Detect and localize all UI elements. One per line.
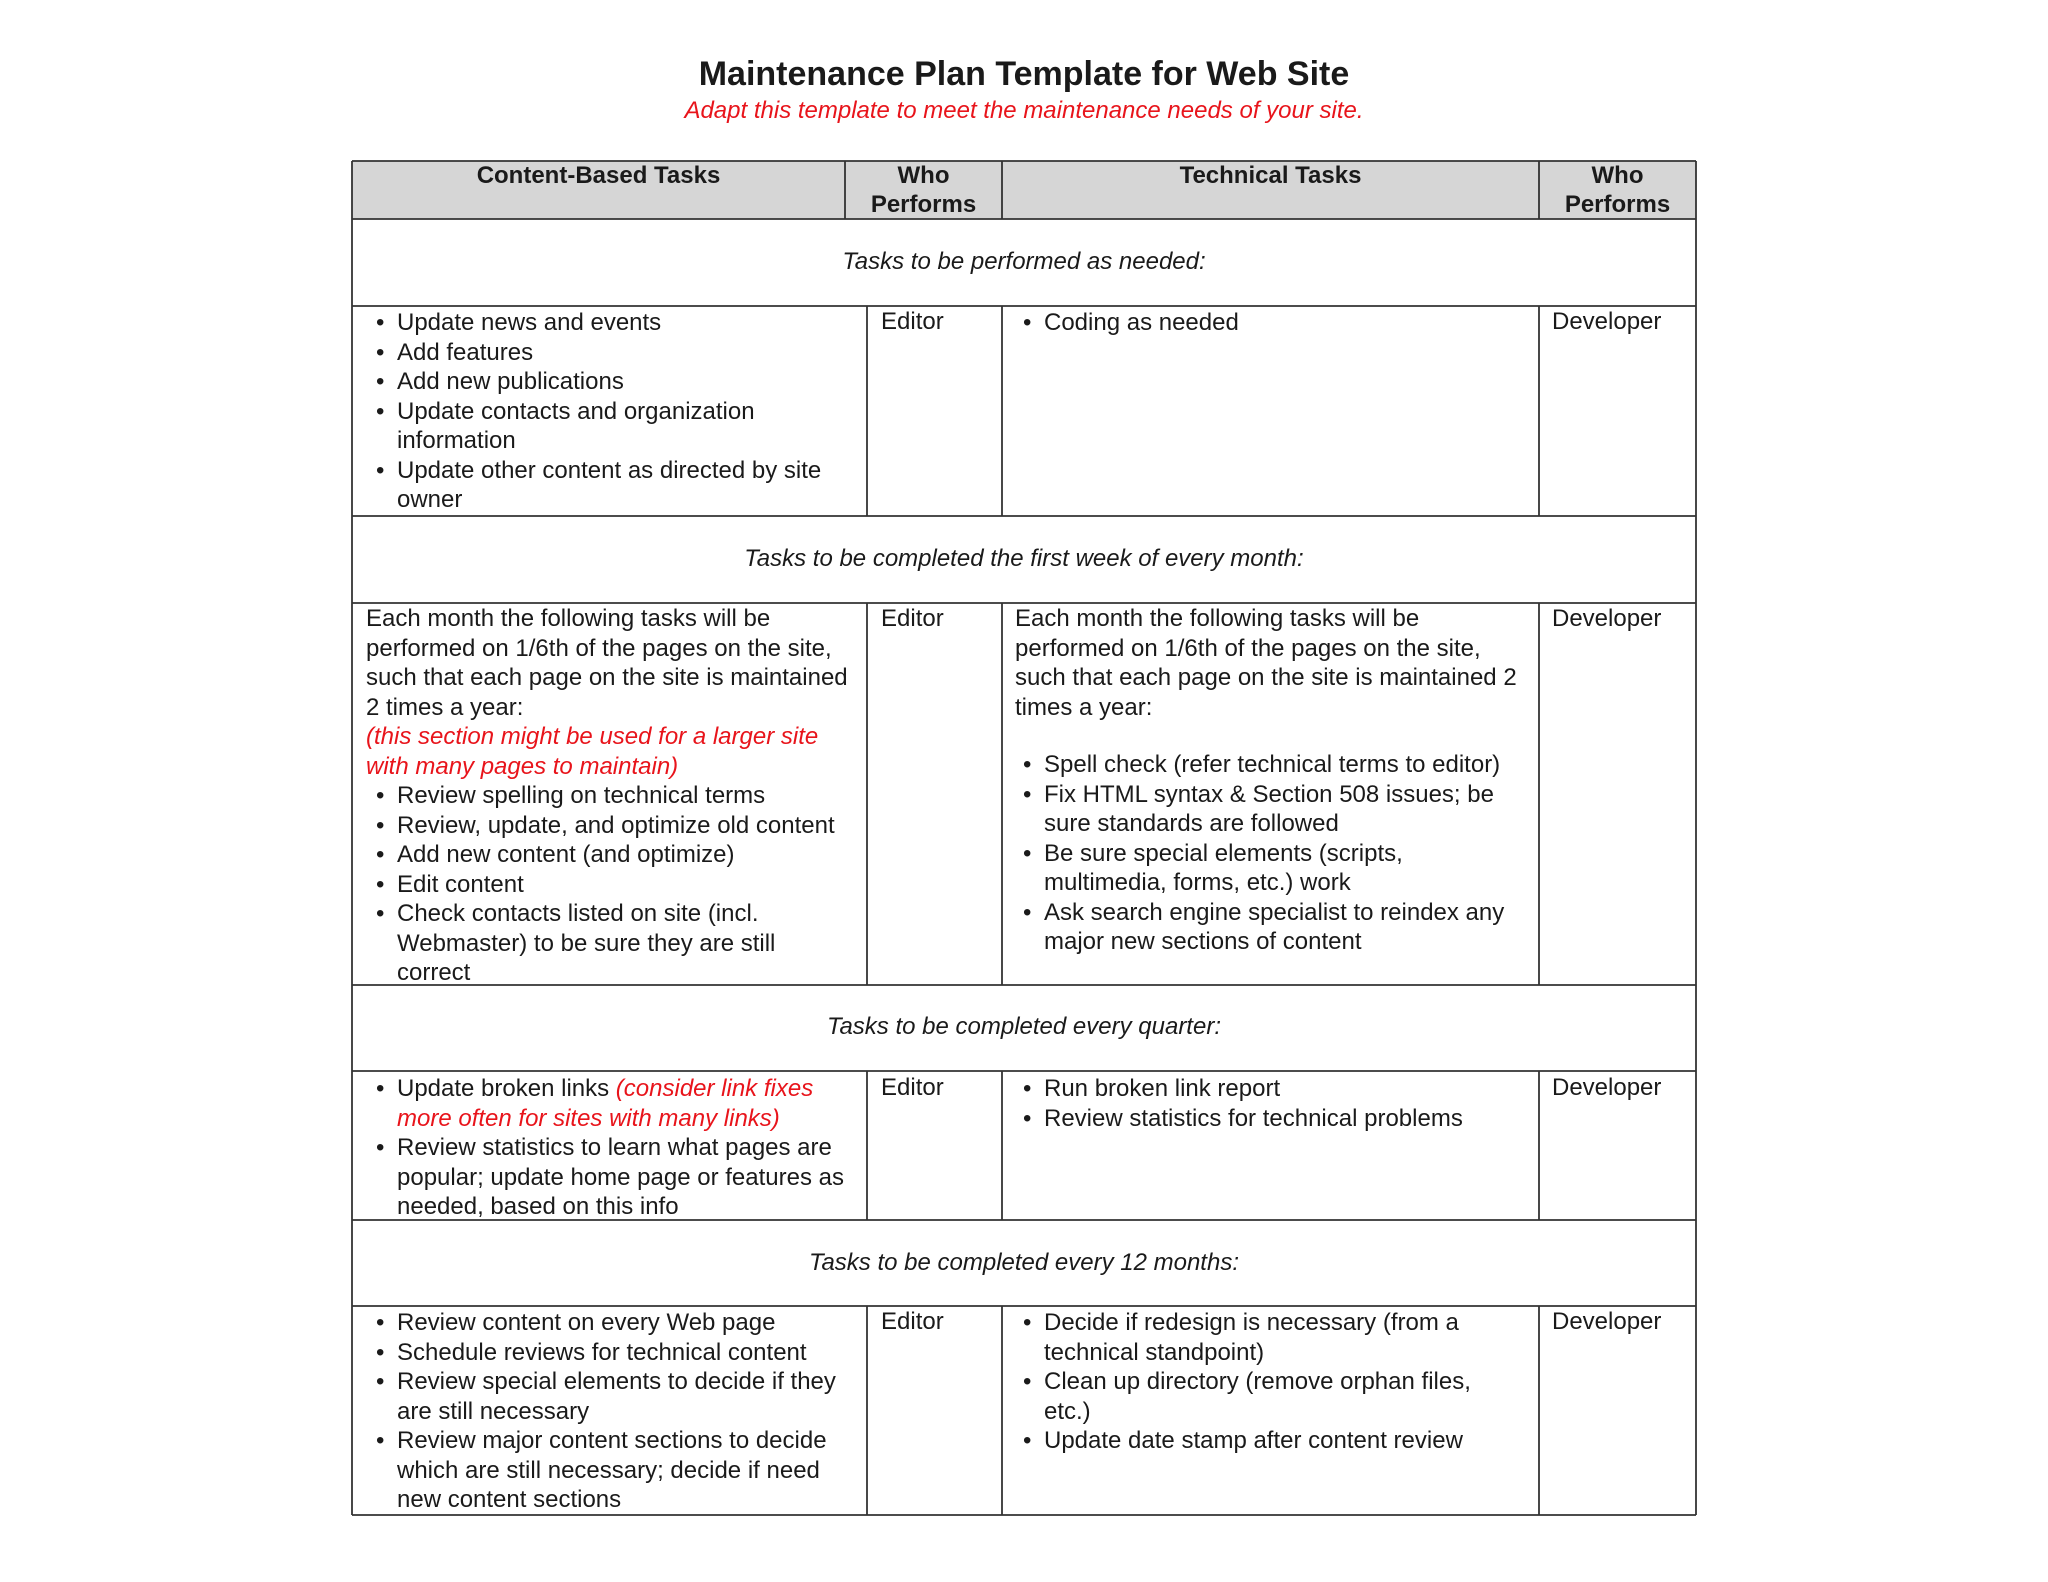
technical-task-list <box>1013 750 1535 957</box>
content-task-list <box>366 1074 864 1222</box>
header-content-tasks <box>352 161 845 190</box>
content-note-text: (this section might be used for a larger site with many pages to maintain) <box>366 723 819 780</box>
list-item: • Review statistics to learn what pages are popular; update home page or features as needed, based on this info <box>366 1133 864 1222</box>
section-heading-quarterly: Tasks to be completed every quarter: <box>827 1013 1221 1040</box>
technical-tasks-cell <box>1015 604 1535 957</box>
content-intro-text: Each month the following tasks will be performed on 1/6th of the pages on the site, such that each page on the site is maintained 2 times a year: <box>366 605 848 721</box>
list-item: • Review special elements to decide if they are still necessary <box>366 1367 864 1426</box>
list-item: • Add new content (and optimize) <box>366 840 864 870</box>
list-item: • Run broken link report <box>1013 1074 1533 1104</box>
list-item: • Review content on every Web page <box>366 1308 864 1338</box>
header-content-tasks-label: Content-Based Tasks <box>476 162 721 189</box>
header-who-line1: Who <box>897 162 950 189</box>
content-tasks-cell <box>366 1308 864 1515</box>
list-item: • Review major content sections to decide which are still necessary; decide if need new content sections <box>366 1426 864 1515</box>
list-item: • Ask search engine specialist to reindex any major new sections of content <box>1013 898 1535 957</box>
header-who-line2: Performs <box>1564 191 1671 218</box>
who-performs-cell: Editor <box>881 1308 944 1335</box>
page-title: Maintenance Plan Template for Web Site <box>698 55 1350 93</box>
list-item: • Spell check (refer technical terms to editor) <box>1013 750 1535 780</box>
list-item: • Review statistics for technical problems <box>1013 1104 1533 1134</box>
list-item: • Check contacts listed on site (incl. Webmaster) to be sure they are still correct <box>366 899 864 988</box>
who-performs-cell: Editor <box>881 308 944 335</box>
technical-task-list <box>1013 1074 1533 1133</box>
who-performs-cell: Developer <box>1552 605 1662 632</box>
list-item: • Schedule reviews for technical content <box>366 1338 864 1368</box>
list-item-text: Update broken links <box>397 1075 616 1102</box>
list-item: • Coding as needed <box>1013 308 1533 338</box>
list-item: • Update date stamp after content review <box>1013 1426 1533 1456</box>
header-technical-tasks-label: Technical Tasks <box>1179 162 1362 189</box>
list-item: • Update news and events <box>366 308 862 338</box>
header-who-line2: Performs <box>870 191 977 218</box>
technical-tasks-cell <box>1013 308 1533 338</box>
who-performs-cell: Editor <box>881 1074 944 1101</box>
header-technical-tasks <box>1002 161 1539 190</box>
content-task-list <box>366 781 864 988</box>
list-item: • Add features <box>366 338 862 368</box>
header-who-line1: Who <box>1591 162 1644 189</box>
who-performs-cell: Developer <box>1552 1074 1662 1101</box>
content-tasks-cell <box>366 604 864 988</box>
header-who-performs-1 <box>845 161 1002 219</box>
content-tasks-cell <box>366 308 862 515</box>
list-item: • Edit content <box>366 870 864 900</box>
header-who-performs-2 <box>1539 161 1696 219</box>
list-item: • Add new publications <box>366 367 862 397</box>
technical-tasks-cell <box>1013 1074 1533 1133</box>
list-item: • Fix HTML syntax & Section 508 issues; be sure standards are followed <box>1013 780 1535 839</box>
who-performs-cell: Developer <box>1552 308 1662 335</box>
list-item: • Clean up directory (remove orphan files, etc.) <box>1013 1367 1533 1426</box>
list-item: • Be sure special elements (scripts, multimedia, forms, etc.) work <box>1013 839 1535 898</box>
section-heading-yearly: Tasks to be completed every 12 months: <box>808 1249 1239 1276</box>
content-tasks-cell <box>366 1074 864 1222</box>
technical-task-list <box>1013 308 1533 338</box>
list-item: • Decide if redesign is necessary (from a technical standpoint) <box>1013 1308 1533 1367</box>
content-task-list <box>366 1308 864 1515</box>
technical-tasks-cell <box>1013 1308 1533 1456</box>
list-item: • Review, update, and optimize old content <box>366 811 864 841</box>
list-item <box>366 1074 864 1133</box>
who-performs-cell: Editor <box>881 605 944 632</box>
technical-intro-text: Each month the following tasks will be performed on 1/6th of the pages on the site, such that each page on the site is maintained 2 times a year: <box>1015 605 1517 721</box>
technical-task-list <box>1013 1308 1533 1456</box>
list-item: • Update contacts and organization information <box>366 397 862 456</box>
list-item: • Review spelling on technical terms <box>366 781 864 811</box>
list-item-note: (consider link fixes more often for sites with many links) <box>397 1075 814 1132</box>
section-heading-monthly: Tasks to be completed the first week of every month: <box>744 545 1304 572</box>
section-heading-as-needed: Tasks to be performed as needed: <box>842 248 1206 275</box>
who-performs-cell: Developer <box>1552 1308 1662 1335</box>
page-subtitle: Adapt this template to meet the maintenance needs of your site. <box>684 97 1364 124</box>
content-task-list <box>366 308 862 515</box>
list-item: • Update other content as directed by site owner <box>366 456 862 515</box>
